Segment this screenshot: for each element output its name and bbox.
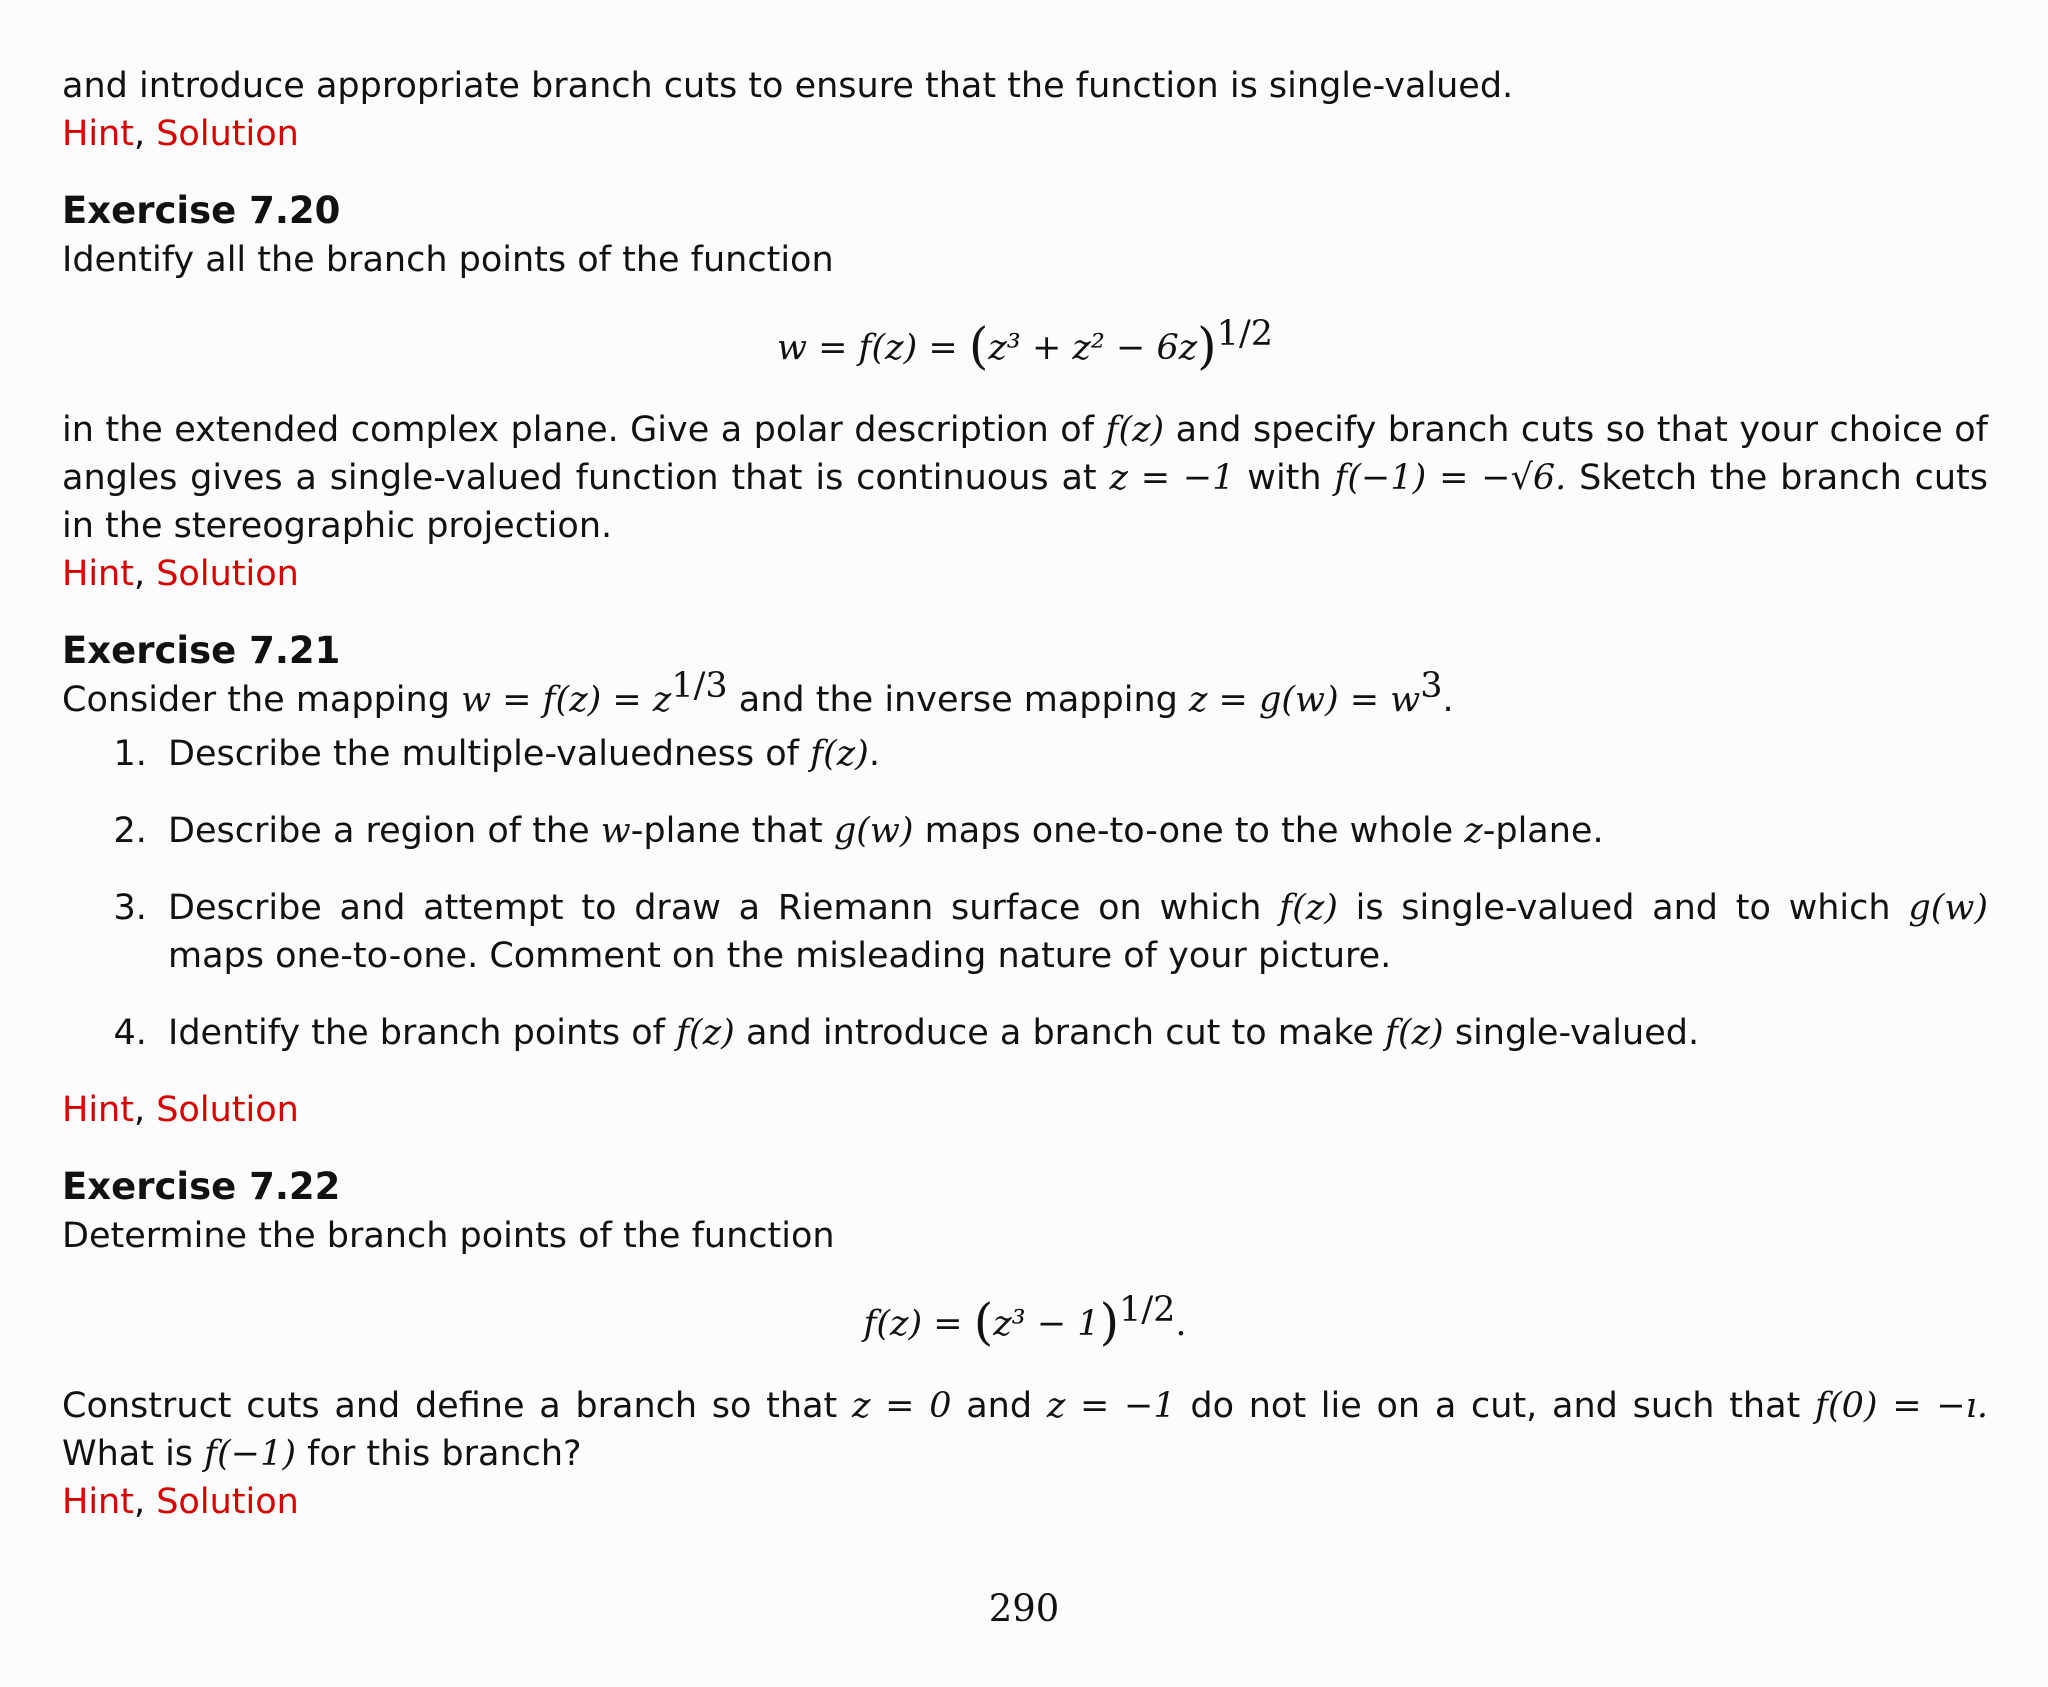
- exercise-lead: Identify all the branch points of the function: [62, 240, 834, 280]
- list-item: 3. Describe and attempt to draw a Riemann surface on which f(z) is single-valued and to which g(w) maps one-to-one. Comment on the misleading nature of your picture.: [158, 884, 1988, 980]
- exercise-links: Hint, Solution: [62, 554, 299, 594]
- equation-lhs: f(z) =: [863, 1304, 974, 1344]
- exercise-heading: Exercise 7.21: [62, 629, 341, 672]
- hint-link[interactable]: Hint: [62, 1090, 134, 1130]
- page-number: 290: [988, 1587, 1060, 1630]
- exercise-links: Hint, Solution: [62, 1482, 299, 1522]
- task-list: [62, 730, 1988, 1057]
- list-item: 4. Identify the branch points of f(z) and introduce a branch cut to make f(z) single-valued.: [158, 1009, 1988, 1057]
- intro-text: and introduce appropriate branch cuts to ensure that the function is single-valued.: [62, 66, 1514, 106]
- exercise-heading: Exercise 7.20: [62, 189, 341, 232]
- hint-link[interactable]: Hint: [62, 554, 134, 594]
- solution-link[interactable]: Solution: [156, 554, 299, 594]
- exercise-body: in the extended complex plane. Give a polar description of f(z) and specify branch cuts so that your choice of angles gives a single-valued function that is continuous at z = −1 with f(−1) = −√6. Sketch the branch cuts in the stereographic projection.: [62, 410, 1988, 546]
- equation-exponent: 1/2: [1216, 314, 1273, 354]
- equation-base: z³ + z² − 6z: [988, 328, 1198, 368]
- exercise-lead: Determine the branch points of the function: [62, 1216, 835, 1256]
- exercise-lead: Consider the mapping $w = f(z) = z^{1/3}$ and the inverse mapping $z = g(w) = w^3$.: [62, 666, 1454, 720]
- equation-lhs: w = f(z) =: [777, 328, 969, 368]
- hint-link[interactable]: Hint: [62, 1482, 134, 1522]
- solution-link[interactable]: Solution: [156, 1482, 299, 1522]
- equation-exponent: 1/2: [1119, 1290, 1176, 1330]
- display-equation: $w = f(z) = (z^3 + z^2 - 6z)^{1/2}$: [777, 314, 1273, 375]
- list-item: 2. Describe a region of the w-plane that g(w) maps one-to-one to the whole z-plane.: [158, 807, 1988, 855]
- exercise-links: Hint, Solution: [62, 1090, 299, 1130]
- exercise-heading: Exercise 7.22: [62, 1165, 341, 1208]
- intro-links: Hint, Solution: [62, 114, 299, 154]
- solution-link[interactable]: Solution: [156, 114, 299, 154]
- equation-base: z³ − 1: [993, 1304, 1100, 1344]
- display-equation: $f(z) = (z^3 - 1)^{1/2}$.: [863, 1290, 1187, 1351]
- exercise-body: Construct cuts and define a branch so that z = 0 and z = −1 do not lie on a cut, and such that f(0) = −ı. What is f(−1) for this branch?: [62, 1386, 1988, 1474]
- list-item: 1. Describe the multiple-valuedness of f(z).: [158, 730, 1988, 778]
- solution-link[interactable]: Solution: [156, 1090, 299, 1130]
- hint-link[interactable]: Hint: [62, 114, 134, 154]
